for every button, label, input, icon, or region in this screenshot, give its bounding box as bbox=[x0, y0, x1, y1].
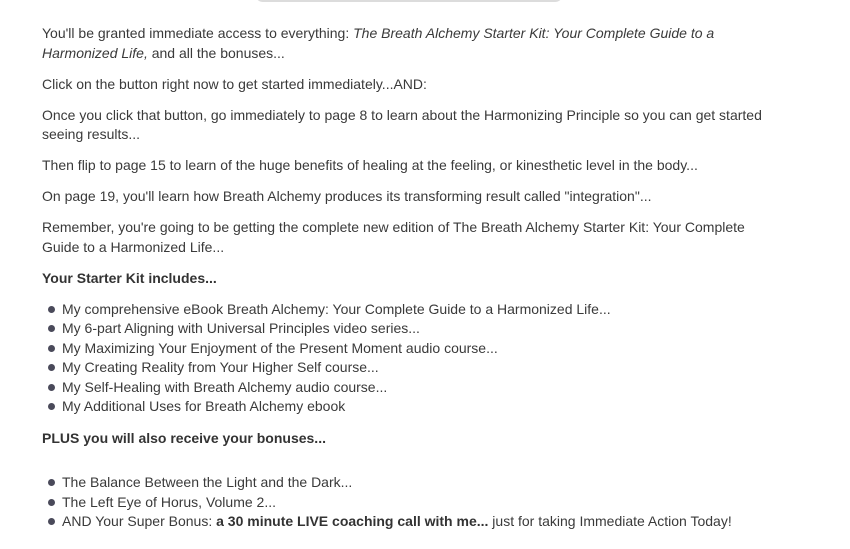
page8-paragraph: Once you click that button, go immediately to page 8 to learn about the Harmonizing Principle so you can get started seeing results... bbox=[42, 106, 762, 142]
list-item-label: My Additional Uses for Breath Alchemy ebook bbox=[62, 398, 346, 414]
starter-kit-heading: Your Starter Kit includes... bbox=[42, 269, 217, 286]
bonuses-heading: PLUS you will also receive your bonuses... bbox=[42, 429, 326, 446]
list-item-label: My 6-part Aligning with Universal Principles video series... bbox=[62, 320, 420, 336]
bullet-icon bbox=[48, 403, 55, 410]
sales-letter-content bbox=[42, 24, 782, 532]
list-item bbox=[42, 473, 782, 493]
list-item-label: My Creating Reality from Your Higher Self course... bbox=[62, 359, 379, 375]
click-paragraph: Click on the button right now to get started immediately...AND: bbox=[42, 75, 427, 92]
list-item bbox=[42, 493, 782, 513]
list-item bbox=[42, 300, 782, 320]
list-item bbox=[42, 319, 782, 339]
bonuses-list bbox=[42, 473, 782, 532]
bullet-icon bbox=[48, 325, 55, 332]
access-prefix: You'll be granted immediate access to everything: bbox=[42, 25, 354, 41]
bullet-icon bbox=[48, 499, 55, 506]
access-paragraph bbox=[42, 24, 782, 63]
access-product-title: The Breath Alchemy Starter Kit: Your Complete Guide to a Harmonized Life, bbox=[42, 25, 715, 61]
list-item-label: My Maximizing Your Enjoyment of the Present Moment audio course... bbox=[62, 339, 498, 356]
list-item bbox=[42, 397, 782, 417]
starter-kit-list bbox=[42, 300, 782, 417]
list-item bbox=[42, 339, 782, 359]
super-bonus-item bbox=[42, 512, 782, 532]
bullet-icon bbox=[48, 345, 55, 352]
super-bonus-suffix: just for taking Immediate Action Today! bbox=[488, 513, 732, 529]
bullet-icon bbox=[48, 479, 55, 486]
list-item-label: My comprehensive eBook Breath Alchemy: Your Complete Guide to a Harmonized Life... bbox=[62, 300, 611, 317]
list-item-label: The Left Eye of Horus, Volume 2... bbox=[62, 493, 276, 510]
page19-paragraph: On page 19, you'll learn how Breath Alchemy produces its transforming result called "integration"... bbox=[42, 188, 652, 204]
top-button-edge[interactable] bbox=[255, 0, 563, 2]
list-item bbox=[42, 378, 782, 398]
bullet-icon bbox=[48, 364, 55, 371]
bullet-icon bbox=[48, 518, 55, 525]
bullet-icon bbox=[48, 306, 55, 313]
list-item-label: The Balance Between the Light and the Dark... bbox=[62, 474, 353, 490]
list-item-label: My Self-Healing with Breath Alchemy audio course... bbox=[62, 378, 388, 395]
super-bonus-prefix: AND Your Super Bonus: bbox=[62, 513, 217, 529]
access-suffix: and all the bonuses... bbox=[147, 44, 285, 61]
super-bonus-highlight: a 30 minute LIVE coaching call with me... bbox=[216, 513, 489, 529]
page15-paragraph: Then flip to page 15 to learn of the huge benefits of healing at the feeling, or kinesthetic level in the body... bbox=[42, 157, 698, 173]
list-item bbox=[42, 358, 782, 378]
remember-paragraph: Remember, you're going to be getting the complete new edition of The Breath Alchemy Starter Kit: Your Complete Guide to a Harmonized Life... bbox=[42, 219, 745, 255]
bullet-icon bbox=[48, 384, 55, 391]
